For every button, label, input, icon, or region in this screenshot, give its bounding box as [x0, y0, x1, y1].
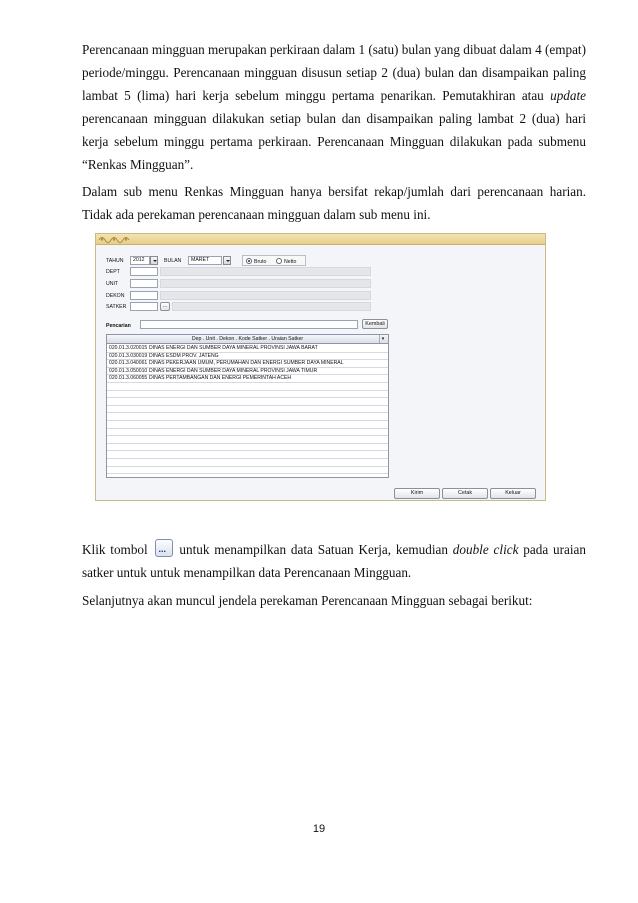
table-row[interactable]: [107, 436, 388, 444]
unit-label: UNIT: [106, 281, 119, 287]
dekon-name-field: [160, 291, 371, 300]
unit-input[interactable]: [130, 279, 158, 288]
table-row[interactable]: [107, 451, 388, 459]
row-name: DINAS PERTAMBANGAN DAN ENERGI PEMERINTAH ACEH: [149, 375, 292, 382]
page-number: 19: [312, 823, 326, 835]
pencarian-input[interactable]: [140, 320, 358, 329]
radio-bruto[interactable]: [246, 258, 252, 264]
paragraph-intro-tail: perencanaan mingguan dilakukan setiap bulan dan disampaikan paling lambat 2 (dua) hari kerja sebelum minggu pertama perkiraan. Perencanaan Mingguan dilakukan pada submenu “Renkas Mingguan”.: [82, 111, 586, 172]
dept-label: DEPT: [106, 269, 120, 275]
pencarian-label: Pencarian: [106, 323, 131, 329]
table-row[interactable]: [107, 444, 388, 452]
satker-table: [106, 334, 389, 478]
table-row[interactable]: [107, 353, 388, 361]
bulan-dropdown-icon[interactable]: [223, 256, 231, 265]
instruction-text-a: Klik tombol: [82, 542, 148, 557]
bruto-netto-group: [242, 255, 306, 266]
table-row[interactable]: [107, 406, 388, 414]
paragraph-intro-text: Perencanaan mingguan merupakan perkiraan dalam 1 (satu) bulan yang dibuat dalam 4 (empat) periode/minggu. Perencanaan mingguan disusun setiap 2 (dua) bulan dan disampaikan paling lambat 5 (lima) hari kerja sebelum minggu pertama penarikan. Pemutakhiran atau: [82, 42, 586, 103]
satker-table-header: [107, 335, 388, 344]
row-code: 020.01.3.040061: [109, 360, 148, 367]
dept-input[interactable]: [130, 267, 158, 276]
satker-label: SATKER: [106, 304, 127, 310]
row-name: DINAS ESDM PROV. JATENG: [149, 352, 219, 359]
instruction-emphasis: double click: [452, 542, 519, 557]
row-code: 020.01.3.050010: [109, 367, 148, 374]
bulan-label: BULAN: [164, 258, 182, 264]
table-row[interactable]: [107, 421, 388, 429]
paragraph-intro: [82, 38, 586, 176]
bulan-select[interactable]: MARET: [188, 256, 222, 265]
radio-netto-label: Netto: [284, 258, 297, 265]
row-code: 020.01.3.060055: [109, 375, 148, 382]
table-row[interactable]: [107, 398, 388, 406]
table-row[interactable]: [107, 368, 388, 376]
tahun-label: TAHUN: [106, 258, 124, 264]
table-row[interactable]: [107, 345, 388, 353]
paragraph-submenu: Dalam sub menu Renkas Mingguan hanya bersifat rekap/jumlah dari perencanaan harian. Tidak ada perekaman perencanaan mingguan dalam sub menu ini.: [82, 184, 586, 222]
table-row[interactable]: [107, 413, 388, 421]
unit-name-field: [160, 279, 371, 288]
paragraph-intro-emphasis: update: [550, 88, 586, 103]
window-title-bar: [96, 234, 545, 245]
cetak-button[interactable]: Cetak: [442, 488, 488, 499]
table-header-label: Dep . Unit . Dekon . Kode Satker . Uraian Satker: [191, 336, 304, 342]
column-chooser-icon[interactable]: ▾: [379, 335, 386, 343]
paragraph-instruction: [82, 538, 586, 584]
radio-netto[interactable]: [276, 258, 282, 264]
table-row[interactable]: [107, 459, 388, 467]
tahun-dropdown-icon[interactable]: [150, 256, 158, 265]
instruction-text-b: untuk menampilkan data Satuan Kerja, kemudian: [174, 542, 453, 557]
table-row[interactable]: [107, 391, 388, 399]
browse-ellipsis-icon: [155, 539, 173, 557]
row-name: DINAS ENERGI DAN SUMBER DAYA MINERAL PROVINSI JAWA BARAT: [149, 345, 318, 351]
radio-bruto-label: Bruto: [254, 258, 267, 265]
satker-input[interactable]: [130, 302, 158, 311]
dekon-input[interactable]: [130, 291, 158, 300]
kembali-button[interactable]: Kembali: [362, 319, 388, 329]
satker-name-field: [172, 302, 371, 311]
row-name: DINAS PEKERJAAN UMUM, PERUMAHAN DAN ENERGI SUMBER DAYA MINERAL: [149, 360, 344, 367]
table-row[interactable]: [107, 375, 388, 383]
table-row[interactable]: [107, 360, 388, 368]
tahun-select[interactable]: 2012: [130, 256, 150, 265]
dekon-label: DEKON: [106, 293, 125, 299]
satker-table-body: [107, 345, 388, 474]
paragraph-next: Selanjutnya akan muncul jendela perekaman Perencanaan Mingguan sebagai berikut:: [82, 593, 533, 608]
table-row[interactable]: [107, 429, 388, 437]
satker-browse-button[interactable]: ...: [160, 302, 170, 311]
ornament-icon: [98, 235, 134, 244]
kirim-button[interactable]: Kirim: [394, 488, 440, 499]
row-code: 020.01.3.020015: [109, 345, 148, 351]
keluar-button[interactable]: Keluar: [490, 488, 536, 499]
table-row[interactable]: [107, 467, 388, 475]
table-row[interactable]: [107, 383, 388, 391]
instruction-text-c: pada uraian satker untuk untuk menampilkan data Perencanaan Mingguan.: [82, 542, 586, 580]
row-name: DINAS ENERGI DAN SUMBER DAYA MINERAL PROVINSI JAWA TIMUR: [149, 367, 318, 374]
row-code: 020.01.3.030019: [109, 352, 148, 359]
dept-name-field: [160, 267, 371, 276]
renkas-mingguan-window: [95, 233, 546, 501]
